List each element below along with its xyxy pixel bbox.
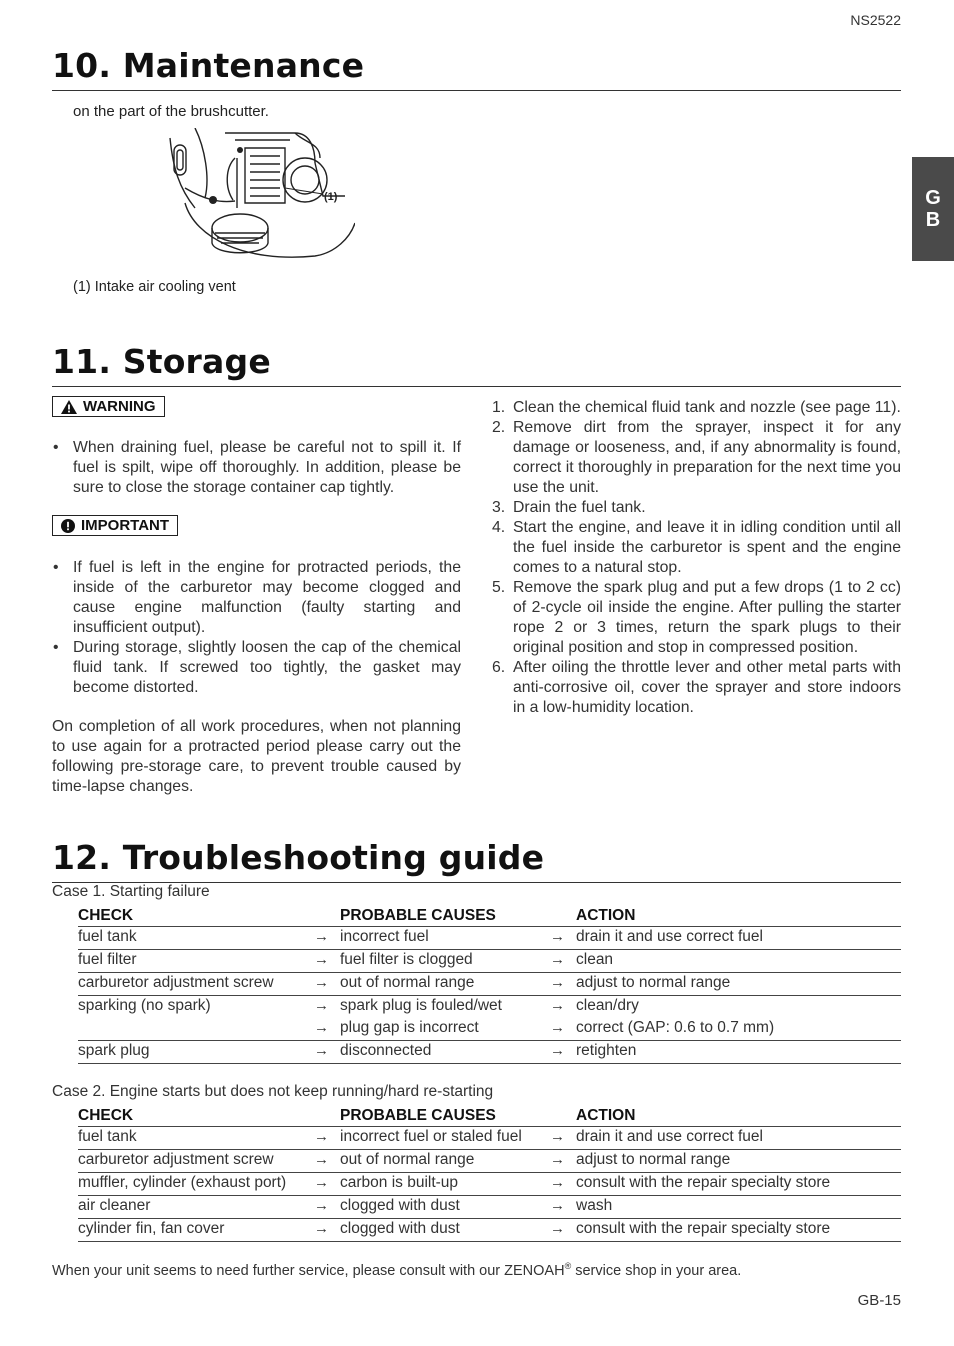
cause-cell: clogged with dust: [340, 1220, 460, 1237]
table-header-row: [78, 1106, 901, 1127]
table-row: [78, 1196, 901, 1219]
page-number: GB-15: [857, 1292, 901, 1309]
table-row: [78, 1219, 901, 1242]
storage-steps: [492, 398, 901, 718]
arrow-icon: →: [550, 1197, 565, 1214]
section-title-maintenance: 10. Maintenance: [52, 46, 365, 85]
warning-list: [52, 438, 461, 498]
warning-item: • When draining fuel, please be careful not to spill it. If fuel is spilt, wipe off thoroughly. In addition, please be sure to close the storage container cap tightly.: [52, 438, 461, 498]
header-causes: PROBABLE CAUSES: [340, 1107, 496, 1124]
case1-title: Case 1. Starting failure: [52, 883, 210, 900]
arrow-icon: →: [314, 974, 329, 991]
cause-cell: out of normal range: [340, 1151, 475, 1168]
action-cell: adjust to normal range: [576, 974, 731, 991]
check-cell: cylinder fin, fan cover: [78, 1220, 225, 1237]
arrow-icon: →: [314, 1019, 329, 1036]
cause-cell: spark plug is fouled/wet: [340, 997, 502, 1014]
arrow-icon: →: [314, 997, 329, 1014]
figure-caption: (1) Intake air cooling vent: [73, 279, 236, 295]
header-action: ACTION: [576, 1107, 636, 1124]
maintenance-intro: on the part of the brushcutter.: [73, 103, 269, 120]
storage-step: [492, 518, 901, 578]
check-cell: fuel tank: [78, 1128, 137, 1145]
case2-table: [78, 1106, 901, 1242]
step-number: 2.: [492, 419, 506, 436]
header-check: CHECK: [78, 1107, 134, 1124]
language-tab: [912, 157, 954, 261]
step-number: 6.: [492, 659, 506, 676]
action-cell: clean/dry: [576, 997, 639, 1014]
section-title-troubleshooting: 12. Troubleshooting guide: [52, 838, 545, 877]
arrow-icon: →: [314, 928, 329, 945]
arrow-icon: →: [314, 1197, 329, 1214]
arrow-icon: →: [550, 1151, 565, 1168]
arrow-icon: →: [550, 1042, 565, 1059]
important-label: IMPORTANT: [81, 517, 170, 534]
case1-table: [78, 906, 901, 1064]
figure-callout-label: (1): [324, 191, 338, 203]
table-row: [78, 927, 901, 950]
footer-note: [52, 1261, 741, 1279]
storage-paragraph: On completion of all work procedures, when not planning to use again for a protracted period please carry out the following pre-storage care, to prevent trouble caused by time-lapse changes.: [52, 718, 461, 795]
action-cell: correct (GAP: 0.6 to 0.7 mm): [576, 1019, 775, 1036]
language-tab-letter-2: B: [925, 209, 941, 231]
arrow-icon: →: [314, 1151, 329, 1168]
cause-cell: incorrect fuel: [340, 928, 429, 945]
footer-note-text: When your unit seems to need further service, please consult with our ZENOAH: [52, 1262, 565, 1279]
important-item: • During storage, slightly loosen the cap of the chemical fluid tank. If screwed too tightly, the gasket may become distorted.: [52, 638, 461, 698]
action-cell: consult with the repair specialty store: [576, 1220, 831, 1237]
case2-title: Case 2. Engine starts but does not keep running/hard re-starting: [52, 1083, 494, 1100]
step-number: 5.: [492, 579, 506, 596]
action-cell: clean: [576, 951, 614, 968]
action-cell: drain it and use correct fuel: [576, 928, 763, 945]
warning-triangle-icon: [61, 400, 77, 414]
important-label-box: [52, 515, 178, 538]
table-row: [78, 973, 901, 996]
cause-cell: carbon is built-up: [340, 1174, 459, 1191]
storage-step: [492, 398, 901, 418]
step-text: Start the engine, and leave it in idling condition until all the fuel inside the carburetor is spent and the engine comes to a natural stop.: [513, 519, 901, 576]
check-cell: muffler, cylinder (exhaust port): [78, 1174, 287, 1191]
storage-step: [492, 418, 901, 498]
check-cell: fuel tank: [78, 928, 137, 945]
step-number: 1.: [492, 399, 506, 416]
action-cell: drain it and use correct fuel: [576, 1128, 763, 1145]
step-text: Remove dirt from the sprayer, inspect it for any damage or looseness, and, if any abnormality is found, correct it thoroughly in preparation for the next time you use the unit.: [513, 419, 901, 496]
check-cell: sparking (no spark): [78, 997, 211, 1014]
section-title-storage: 11. Storage: [52, 342, 271, 381]
table-header-row: [78, 906, 901, 927]
cause-cell: clogged with dust: [340, 1197, 460, 1214]
important-list: [52, 558, 461, 698]
arrow-icon: →: [314, 951, 329, 968]
step-text: Drain the fuel tank.: [513, 499, 646, 516]
table-row: [78, 950, 901, 973]
step-text: Clean the chemical fluid tank and nozzle (see page 11).: [513, 399, 901, 416]
table-row: [78, 996, 901, 1019]
arrow-icon: →: [550, 928, 565, 945]
cause-cell: incorrect fuel or staled fuel: [340, 1128, 522, 1145]
table-row: [78, 1041, 901, 1064]
arrow-icon: →: [550, 1128, 565, 1145]
check-cell: fuel filter: [78, 951, 137, 968]
step-number: 4.: [492, 519, 506, 536]
check-cell: [78, 1018, 314, 1041]
arrow-icon: →: [314, 1128, 329, 1145]
table-row: [78, 1018, 901, 1041]
cause-cell: plug gap is incorrect: [340, 1019, 479, 1036]
warning-label-box: [52, 396, 165, 419]
action-cell: wash: [576, 1197, 613, 1214]
arrow-icon: →: [550, 1019, 565, 1036]
header-check: CHECK: [78, 907, 134, 924]
arrow-icon: →: [550, 974, 565, 991]
footer-note-text-end: service shop in your area.: [571, 1262, 742, 1279]
check-cell: air cleaner: [78, 1197, 151, 1214]
action-cell: consult with the repair specialty store: [576, 1174, 831, 1191]
table-row: [78, 1150, 901, 1173]
section-rule: [52, 90, 901, 91]
step-number: 3.: [492, 499, 506, 516]
callout-leader-line: [285, 188, 323, 194]
document-code: NS2522: [850, 12, 901, 28]
arrow-icon: →: [314, 1174, 329, 1191]
warning-label: WARNING: [83, 398, 156, 415]
step-text: After oiling the throttle lever and other metal parts with anti-corrosive oil, cover the sprayer and store indoors in a low-humidity location.: [513, 659, 901, 716]
section-rule: [52, 386, 901, 387]
arrow-icon: →: [550, 1220, 565, 1237]
registered-mark: ®: [564, 1261, 572, 1271]
check-cell: carburetor adjustment screw: [78, 974, 274, 991]
storage-step: [492, 498, 901, 518]
arrow-icon: →: [550, 951, 565, 968]
storage-step: [492, 578, 901, 658]
arrow-icon: →: [314, 1042, 329, 1059]
step-text: Remove the spark plug and put a few drops (1 to 2 cc) of 2-cycle oil inside the engine. After pulling the starter rope 2 or 3 times, return the spark plugs to their original position and stop in compressed position.: [513, 579, 901, 656]
action-cell: retighten: [576, 1042, 637, 1059]
arrow-icon: →: [550, 997, 565, 1014]
arrow-icon: →: [550, 1174, 565, 1191]
intake-vent-illustration: [165, 128, 355, 263]
action-cell: adjust to normal range: [576, 1151, 731, 1168]
important-item: • If fuel is left in the engine for protracted periods, the inside of the carburetor may become clogged and cause engine malfunction (faulty starting and insufficient output).: [52, 558, 461, 638]
table-row: [78, 1127, 901, 1150]
header-causes: PROBABLE CAUSES: [340, 907, 496, 924]
arrow-icon: →: [314, 1220, 329, 1237]
cause-cell: fuel filter is clogged: [340, 951, 473, 968]
storage-step: [492, 658, 901, 718]
header-action: ACTION: [576, 907, 636, 924]
important-exclamation-icon: [61, 519, 75, 533]
check-cell: carburetor adjustment screw: [78, 1151, 274, 1168]
table-row: [78, 1173, 901, 1196]
cause-cell: disconnected: [340, 1042, 432, 1059]
cause-cell: out of normal range: [340, 974, 475, 991]
language-tab-letter-1: G: [925, 187, 941, 209]
check-cell: spark plug: [78, 1042, 150, 1059]
